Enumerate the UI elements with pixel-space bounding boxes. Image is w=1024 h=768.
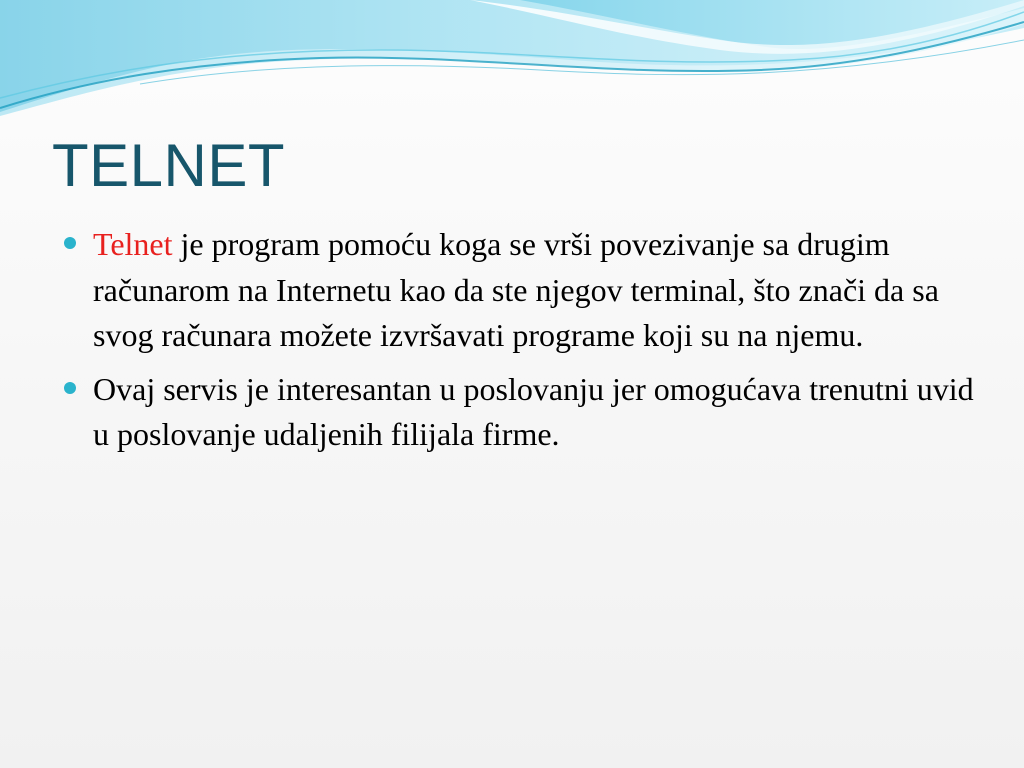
wave-header-decoration: [0, 0, 1024, 140]
highlight-term: Telnet: [93, 226, 173, 262]
bullet-dot-icon: [64, 237, 76, 249]
slide-title: TELNET: [52, 132, 286, 199]
bullet-item: [62, 367, 982, 458]
bullet-text: Ovaj servis je interesantan u poslovanju jer omogućava trenutni uvid u poslovanje udaljenih filijala firme.: [93, 370, 974, 452]
bullet-text: je program pomoću koga se vrši povezivanje sa drugim računarom na Internetu kao da ste njegov terminal, što znači da sa svog računara možete izvršavati programe koji su na njemu.: [93, 226, 939, 353]
bullet-dot-icon: [64, 382, 76, 394]
bullet-list: [62, 222, 982, 466]
bullet-item: [62, 222, 982, 359]
